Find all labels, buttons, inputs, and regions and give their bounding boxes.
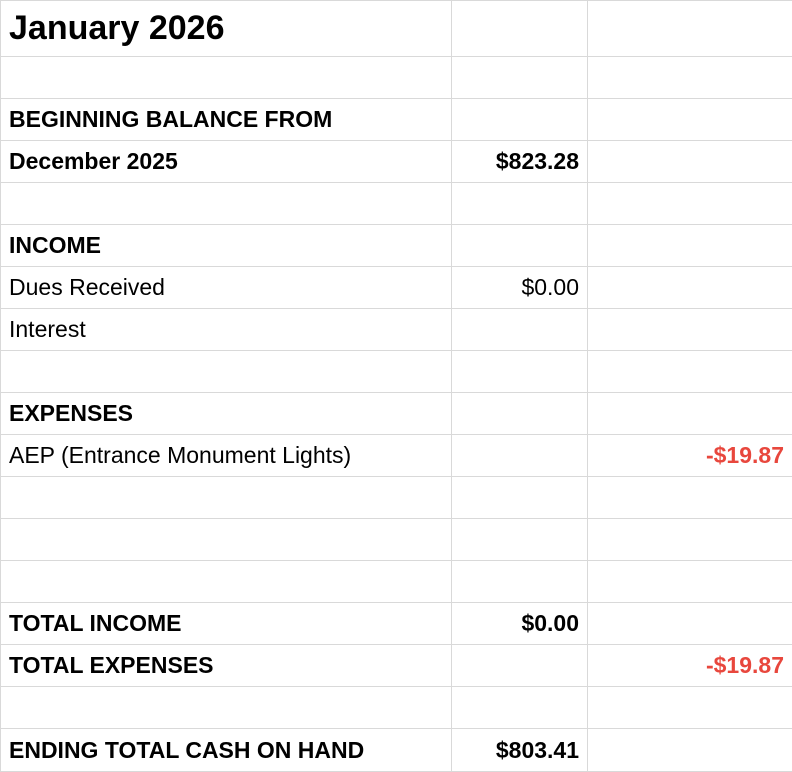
cell[interactable] bbox=[452, 519, 588, 561]
cell[interactable] bbox=[1, 183, 452, 225]
row-aep bbox=[1, 435, 792, 477]
row-empty bbox=[1, 519, 792, 561]
aep-label-cell[interactable]: AEP (Entrance Monument Lights) bbox=[1, 435, 452, 477]
title-cell[interactable]: January 2026 bbox=[1, 1, 452, 57]
cell[interactable] bbox=[588, 99, 792, 141]
cell[interactable] bbox=[452, 183, 588, 225]
row-total-expenses bbox=[1, 645, 792, 687]
total-expenses-amount-cell[interactable]: -$19.87 bbox=[588, 645, 792, 687]
cell[interactable] bbox=[588, 603, 792, 645]
cell[interactable] bbox=[452, 435, 588, 477]
cell[interactable] bbox=[452, 57, 588, 99]
cell[interactable] bbox=[452, 645, 588, 687]
total-expenses-label-cell[interactable]: TOTAL EXPENSES bbox=[1, 645, 452, 687]
cell[interactable] bbox=[588, 1, 792, 57]
aep-amount-cell[interactable]: -$19.87 bbox=[588, 435, 792, 477]
total-income-label-cell[interactable]: TOTAL INCOME bbox=[1, 603, 452, 645]
row-empty bbox=[1, 57, 792, 99]
dues-amount-cell[interactable]: $0.00 bbox=[452, 267, 588, 309]
row-ending-total bbox=[1, 729, 792, 772]
cell[interactable] bbox=[452, 99, 588, 141]
cell[interactable] bbox=[452, 1, 588, 57]
cell[interactable] bbox=[588, 267, 792, 309]
expenses-heading-cell[interactable]: EXPENSES bbox=[1, 393, 452, 435]
cell[interactable] bbox=[452, 561, 588, 603]
cell[interactable] bbox=[452, 351, 588, 393]
row-empty bbox=[1, 477, 792, 519]
beginning-balance-amount-cell[interactable]: $823.28 bbox=[452, 141, 588, 183]
cell[interactable] bbox=[588, 351, 792, 393]
row-beginning-balance bbox=[1, 141, 792, 183]
cell[interactable] bbox=[588, 141, 792, 183]
row-empty bbox=[1, 183, 792, 225]
ending-total-label-cell[interactable]: ENDING TOTAL CASH ON HAND bbox=[1, 729, 452, 772]
row-beginning-label bbox=[1, 99, 792, 141]
cell[interactable] bbox=[452, 687, 588, 729]
row-empty bbox=[1, 561, 792, 603]
cell[interactable] bbox=[588, 57, 792, 99]
ending-total-amount-cell[interactable]: $803.41 bbox=[452, 729, 588, 772]
cell[interactable] bbox=[452, 225, 588, 267]
cell[interactable] bbox=[588, 729, 792, 772]
cell[interactable] bbox=[1, 477, 452, 519]
beginning-month-cell[interactable]: December 2025 bbox=[1, 141, 452, 183]
cell[interactable] bbox=[588, 309, 792, 351]
row-expenses-heading bbox=[1, 393, 792, 435]
cell[interactable] bbox=[1, 687, 452, 729]
cell[interactable] bbox=[588, 183, 792, 225]
row-income-heading bbox=[1, 225, 792, 267]
beginning-balance-label-cell[interactable]: BEGINNING BALANCE FROM bbox=[1, 99, 452, 141]
total-income-amount-cell[interactable]: $0.00 bbox=[452, 603, 588, 645]
row-total-income bbox=[1, 603, 792, 645]
cell[interactable] bbox=[588, 393, 792, 435]
cell[interactable] bbox=[588, 519, 792, 561]
dues-label-cell[interactable]: Dues Received bbox=[1, 267, 452, 309]
row-interest bbox=[1, 309, 792, 351]
cell[interactable] bbox=[452, 309, 588, 351]
cell[interactable] bbox=[588, 687, 792, 729]
row-dues bbox=[1, 267, 792, 309]
interest-label-cell[interactable]: Interest bbox=[1, 309, 452, 351]
cell[interactable] bbox=[1, 351, 452, 393]
cell[interactable] bbox=[452, 477, 588, 519]
row-empty bbox=[1, 351, 792, 393]
income-heading-cell[interactable]: INCOME bbox=[1, 225, 452, 267]
row-empty bbox=[1, 687, 792, 729]
cell[interactable] bbox=[588, 225, 792, 267]
cell[interactable] bbox=[1, 57, 452, 99]
cell[interactable] bbox=[588, 477, 792, 519]
cell[interactable] bbox=[452, 393, 588, 435]
cell[interactable] bbox=[1, 561, 452, 603]
row-title bbox=[1, 1, 792, 57]
cell[interactable] bbox=[1, 519, 452, 561]
cell[interactable] bbox=[588, 561, 792, 603]
